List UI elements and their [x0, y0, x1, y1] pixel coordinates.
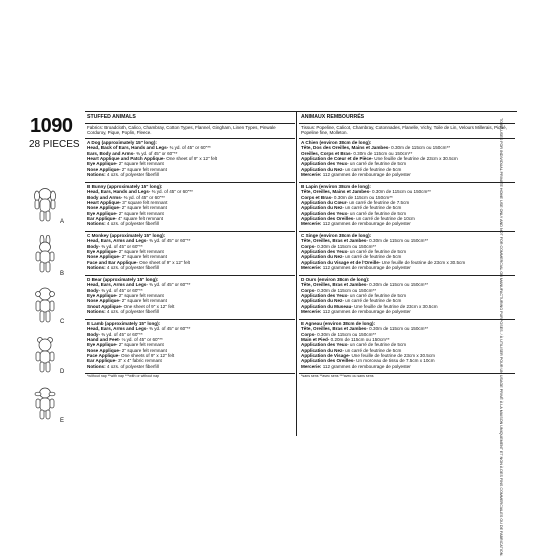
- section-title: C Singe (environ 38cm de long):: [301, 233, 372, 238]
- english-fabrics: Fabrics: Broadcloth, Calico, Chambray, Cotton Types, Flannel, Gingham, Linen Types, Pinwale Corduroy, Pique, Poplin, Fleece.: [85, 124, 295, 139]
- line: Tête, Oreilles, Bras et Jambes- 0.30m de 115cm ou 150cm**: [301, 282, 429, 288]
- line: Eye Applique- 2" square felt remnant: [87, 249, 164, 255]
- line: Tête, Oreilles, Bras et Jambes- 0.30m de 115cm ou 150cm**: [301, 238, 429, 244]
- line: Application de Cœur et de Pièce- Une feuille de feutrine de 23cm x 30.5cm: [301, 156, 458, 162]
- usage-disclaimer: [497, 118, 503, 557]
- pattern-number: 1090: [30, 115, 73, 137]
- section-title: B Lapin (environ 38cm de long):: [301, 184, 371, 189]
- lapin-section-fr: [299, 183, 515, 232]
- line: Ear Applique- 3" x 4" fabric remnant: [87, 358, 162, 364]
- usage-disclaimer-text: TO BE USED FOR INDIVIDUAL PRIVATE HOME USE ONLY AND NOT FOR COMMERCIAL OR MANUFACTURING PURPOSES. / À UTILISER POUR UN USAGE PRIVÉ À LA MAISON UNIQUEMENT ET NON À DES FINS COMMERCIALES OU DE FABRICATION.: [499, 118, 503, 557]
- bear-line-drawing: [30, 335, 70, 379]
- figure-letter-c: C: [60, 319, 65, 325]
- line: Mercerie: 112 grammes de rembourrage de polyester: [301, 363, 411, 369]
- line: Eye Applique- 2" square felt remnant: [87, 161, 164, 167]
- line: Nose Applique- 2" square felt remnant: [87, 254, 167, 260]
- line: Application des Yeux- un carré de feutrine de 5cm: [301, 293, 407, 299]
- french-column: [299, 112, 515, 379]
- line: Application des Oreilles- Un morceau de tissu de 7.5cm x 10cm: [301, 358, 435, 364]
- yardage-table: [85, 111, 517, 438]
- line: Notions: 4 ozs. of polyester fiberfill: [87, 309, 159, 315]
- line: Notions: 4 ozs. of polyester fiberfill: [87, 363, 159, 369]
- line: Head, Ears, Arms and Legs- ⅜ yd. of 45" or 60"**: [87, 238, 191, 244]
- english-heading: STUFFED ANIMALS: [85, 112, 295, 124]
- line: Tête, Oreilles, Mains et Jambes- 0.30m de 115cm ou 150cm**: [301, 189, 431, 195]
- line: Corps- 0.30m de 115cm ou 150cm**: [301, 331, 376, 337]
- line: Heart Applique and Patch Applique- One sheet of 9" x 12" felt: [87, 156, 218, 162]
- section-title: D Bear (approximately 15" long):: [87, 277, 159, 282]
- line: Corps et Bras- 0.30m de 115cm ou 150cm**: [301, 194, 393, 200]
- line: Hand and Feet- ⅛ yd. of 45" or 60"**: [87, 337, 163, 343]
- section-title: B Bunny (approximately 15" long):: [87, 184, 163, 189]
- line: Mercerie: 112 grammes de rembourrage de polyester: [301, 172, 411, 178]
- line: Nose Applique- 2" square felt remnant: [87, 347, 167, 353]
- pattern-identity-column: [27, 111, 80, 437]
- english-column: [85, 112, 295, 379]
- section-title: C Monkey (approximately 15" long):: [87, 233, 166, 238]
- line: Eye Applique- 2" square felt remnant: [87, 293, 164, 299]
- french-heading: ANIMAUX REMBOURRÉS: [299, 112, 515, 124]
- bunny-section-en: [85, 183, 295, 232]
- line: Application du Visage et de l'Oreille- Une feuille de feutrine de 23cm x 30.5cm: [301, 259, 466, 265]
- line: Mercerie: 112 grammes de rembourrage de polyester: [301, 265, 411, 271]
- pattern-envelope-back: [27, 111, 527, 437]
- line: Ears, Body and Arms- ⅜ yd. of 45" or 60"**: [87, 150, 178, 156]
- figure-letter-d: D: [60, 369, 65, 375]
- line: Corps- 0.30m de 115cm ou 150cm**: [301, 287, 376, 293]
- figure-letter-e: E: [60, 418, 65, 424]
- line: Ear Applique- 4" square felt remnant: [87, 216, 164, 222]
- line: Notions: 4 ozs. of polyester fiberfill: [87, 172, 159, 178]
- line: Eye Applique- 2" square felt remnant: [87, 210, 164, 216]
- singe-section-fr: [299, 232, 515, 276]
- column-divider: [296, 112, 297, 436]
- piece-count: 28 PIECES: [29, 139, 80, 150]
- line: Body- ⅜ yd. of 45" or 60"**: [87, 287, 143, 293]
- french-fabrics: Tissus: Popeline, Calicot, Chambray, Cotonnades, Flanelle, Vichy, Toile de Lin, Velours Millerais, Piqué, Popeline fine, Molleton.: [299, 124, 515, 139]
- dog-line-drawing: [30, 185, 70, 229]
- english-nap-footnote: *without nap **with nap ***with or without nap: [87, 374, 160, 378]
- section-title: E Lamb (approximately 15" long):: [87, 321, 161, 326]
- bear-section-en: [85, 276, 295, 320]
- line: Head, Ears, Arms and Legs- ⅜ yd. of 45" or 60"**: [87, 326, 191, 332]
- lamb-line-drawing: [30, 385, 70, 429]
- french-nap-footnote: *sans sens **avec sens ***avec ou sans sens: [301, 374, 374, 378]
- line: Head, Ears, Hands and Legs- ⅜ yd. of 45" or 60"**: [87, 189, 193, 195]
- line: Heart Applique- 3" square felt remnant: [87, 200, 168, 206]
- line: Eye Applique- 2" square felt remnant: [87, 342, 164, 348]
- line: Tête, Dos des Oreilles, Mains et Jambes- 0.30m de 115cm ou 150cm**: [301, 145, 451, 151]
- line: Application des Yeux- un carré de feutrine de 5cm: [301, 161, 407, 167]
- lamb-section-en: [85, 320, 295, 374]
- line: Application du Nez- un carré de feutrine de 5cm: [301, 298, 402, 304]
- line: Snout Applique- One sheet of 9" x 12" felt: [87, 303, 175, 309]
- line: Nose Applique- 2" square felt remnant: [87, 298, 167, 304]
- monkey-line-drawing: [30, 285, 70, 329]
- line: Application des Yeux- un carré de feutrine de 5cm: [301, 210, 407, 216]
- line: Oreilles, Corps et Bras- 0.30m de 115cm ou 150cm**: [301, 150, 413, 156]
- monkey-section-en: [85, 232, 295, 276]
- line: Application du Museau- Une feuille de feutrine de 23cm x 30.5cm: [301, 303, 438, 309]
- section-title: D Ours (environ 38cm de long):: [301, 277, 370, 282]
- line: Face Applique- One sheets of 9" x 12" felt: [87, 353, 175, 359]
- line: Application du Cœur- un carré de feutrine de 7.5cm: [301, 200, 410, 206]
- line: Body- ⅜ yd. of 45" or 60"**: [87, 243, 143, 249]
- agneau-section-fr: [299, 320, 515, 374]
- line: Application des Yeux- un carré de feutrine de 5cm: [301, 342, 407, 348]
- line: Head, Back of Ears, Hands and Legs- ¾ yd. of 45" or 60"**: [87, 145, 211, 151]
- line: Application de Visage- Une feuille de feutrine de 23cm x 30.5cm: [301, 353, 435, 359]
- line: Tête, Oreilles, Bras et Jambes- 0.30m de 115cm ou 150cm**: [301, 326, 429, 332]
- line: Main et Pied- 0.20m de 115cm ou 150cm**: [301, 337, 390, 343]
- line: Mercerie: 112 grammes de rembourrage de polyester: [301, 309, 411, 315]
- line: Nose Applique- 2" square felt remnant: [87, 166, 167, 172]
- line: Application du Nez- un carré de feutrine de 5cm: [301, 347, 402, 353]
- line: Mercerie: 112 grammes de rembourrage de polyester: [301, 221, 411, 227]
- line: Corps- 0.30m de 115cm ou 150cm**: [301, 243, 376, 249]
- dog-section-en: [85, 139, 295, 183]
- line: Notions: 4 ozs. of polyester fiberfill: [87, 221, 159, 227]
- line: Application des Oreilles- un carré de feutrine de 10cm: [301, 216, 415, 222]
- figure-letter-a: A: [60, 219, 65, 225]
- figure-letter-b: B: [60, 271, 65, 277]
- line: Nose Applique- 2" square felt remnant: [87, 205, 167, 211]
- line: Body- ⅜ yd. of 45" or 60"**: [87, 331, 143, 337]
- line: Face and Ear Applique- One sheet of 9" x 12" felt: [87, 259, 190, 265]
- section-title: A Chien (environ 38cm de long):: [301, 140, 372, 145]
- section-title: A Dog (approximately 15" long):: [87, 140, 157, 145]
- line: Application du Nez- un carré de feutrine de 5cm: [301, 205, 402, 211]
- line: Body and Arms- ⅜ yd. of 45" or 60"**: [87, 194, 165, 200]
- chien-section-fr: [299, 139, 515, 183]
- line: Head, Ears, Arms and Legs- ⅜ yd. of 45" or 60"**: [87, 282, 191, 288]
- bunny-line-drawing: [30, 235, 70, 279]
- line: Application du Nez- un carré de feutrine de 5cm: [301, 254, 402, 260]
- ours-section-fr: [299, 276, 515, 320]
- section-title: E Agneau (environ 38cm de long):: [301, 321, 376, 326]
- line: Application des Yeux- un carré de feutrine de 5cm: [301, 249, 407, 255]
- line: Application du Nez- un carré de feutrine de 5cm: [301, 166, 402, 172]
- line: Notions: 4 ozs. of polyester fiberfill: [87, 265, 159, 271]
